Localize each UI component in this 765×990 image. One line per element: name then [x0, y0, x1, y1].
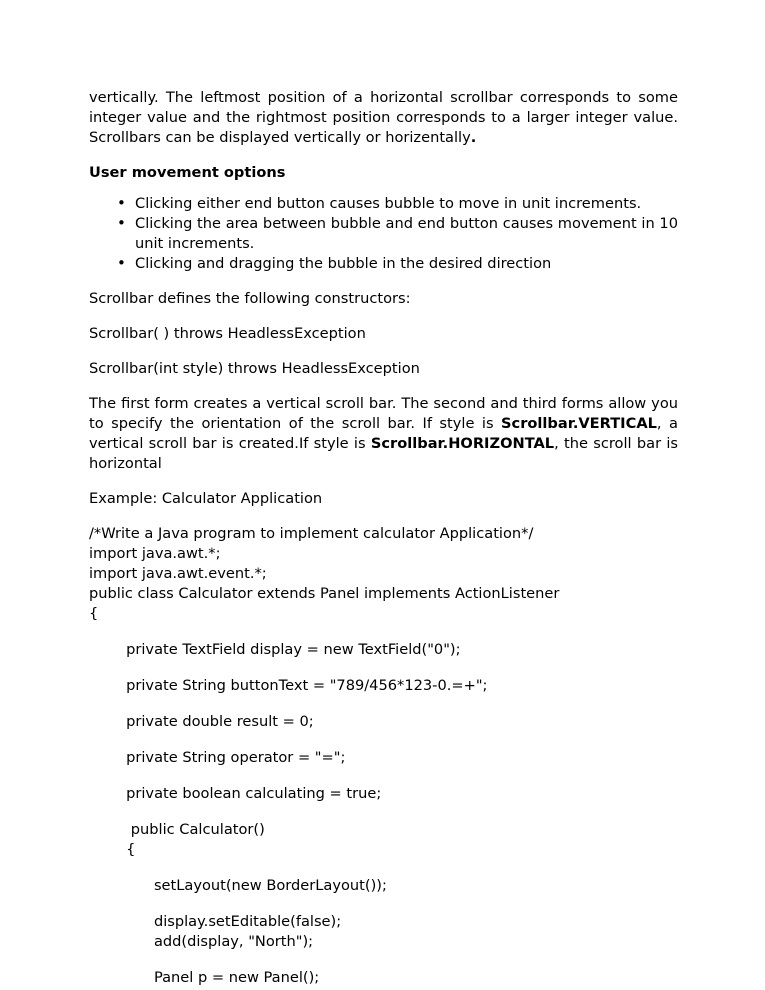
code-blank-line — [89, 860, 678, 876]
constructor-signature: Scrollbar( ) throws HeadlessException — [89, 325, 366, 342]
forms-text-part-2: , a vertical scroll bar is created.If style is — [89, 415, 678, 452]
code-line: private String buttonText = "789/456*123-0.=+"; — [89, 677, 488, 694]
intro-paragraph-period: . — [470, 129, 477, 146]
constructors-block — [89, 289, 678, 379]
list-item — [89, 194, 678, 214]
list-item — [89, 254, 678, 274]
code-line: import java.awt.event.*; — [89, 565, 267, 582]
list-item — [89, 214, 678, 254]
forms-bold-horizontal: Scrollbar.HORIZONTAL — [370, 435, 555, 452]
code-line: private TextField display = new TextField("0"); — [89, 641, 461, 658]
code-listing — [89, 524, 678, 988]
code-line: setLayout(new BorderLayout()); — [89, 877, 387, 894]
page-content — [89, 88, 678, 988]
code-blank-line — [89, 696, 678, 712]
code-line: private boolean calculating = true; — [89, 785, 382, 802]
forms-text-part-3: , the scroll bar is horizontal — [89, 435, 678, 472]
code-line: /*Write a Java program to implement calculator Application*/ — [89, 525, 534, 542]
constructors-intro: Scrollbar defines the following constructors: — [89, 290, 411, 307]
code-line: public class Calculator extends Panel implements ActionListener — [89, 585, 560, 602]
example-label: Example: Calculator Application — [89, 490, 323, 507]
code-line: public Calculator() — [89, 821, 265, 838]
code-blank-line — [89, 768, 678, 784]
forms-bold-vertical: Scrollbar.VERTICAL — [501, 415, 657, 432]
forms-text-part-1: The first form creates a vertical scroll bar. The second and third forms allow you to specify the orientation of the scroll bar. If style is — [89, 395, 678, 432]
list-item-label: Clicking either end button causes bubble to move in unit increments. — [135, 195, 642, 212]
code-line: private double result = 0; — [89, 713, 314, 730]
intro-paragraph-text: vertically. The leftmost position of a horizontal scrollbar corresponds to some integer value and the rightmost position corresponds to a larger integer value. Scrollbars can be displayed vertically or horizentally — [89, 89, 678, 146]
section-heading-user-movement-options: User movement options — [89, 164, 286, 181]
code-line: Panel p = new Panel(); — [89, 969, 320, 986]
code-line: { — [89, 605, 99, 622]
code-line: add(display, "North"); — [89, 933, 314, 950]
code-blank-line — [89, 660, 678, 676]
code-blank-line — [89, 624, 678, 640]
code-blank-line — [89, 804, 678, 820]
code-line: { — [89, 841, 136, 858]
intro-paragraph — [89, 88, 678, 148]
list-item-label: Clicking the area between bubble and end button causes movement in 10 unit increments. — [135, 215, 678, 252]
code-blank-line — [89, 896, 678, 912]
forms-explanation-paragraph — [89, 394, 678, 474]
constructor-signature: Scrollbar(int style) throws HeadlessException — [89, 360, 420, 377]
code-line: private String operator = "="; — [89, 749, 346, 766]
user-movement-options-list — [89, 194, 678, 274]
code-blank-line — [89, 732, 678, 748]
code-line: display.setEditable(false); — [89, 913, 342, 930]
code-line: import java.awt.*; — [89, 545, 221, 562]
list-item-label: Clicking and dragging the bubble in the desired direction — [135, 255, 552, 272]
code-blank-line — [89, 952, 678, 968]
